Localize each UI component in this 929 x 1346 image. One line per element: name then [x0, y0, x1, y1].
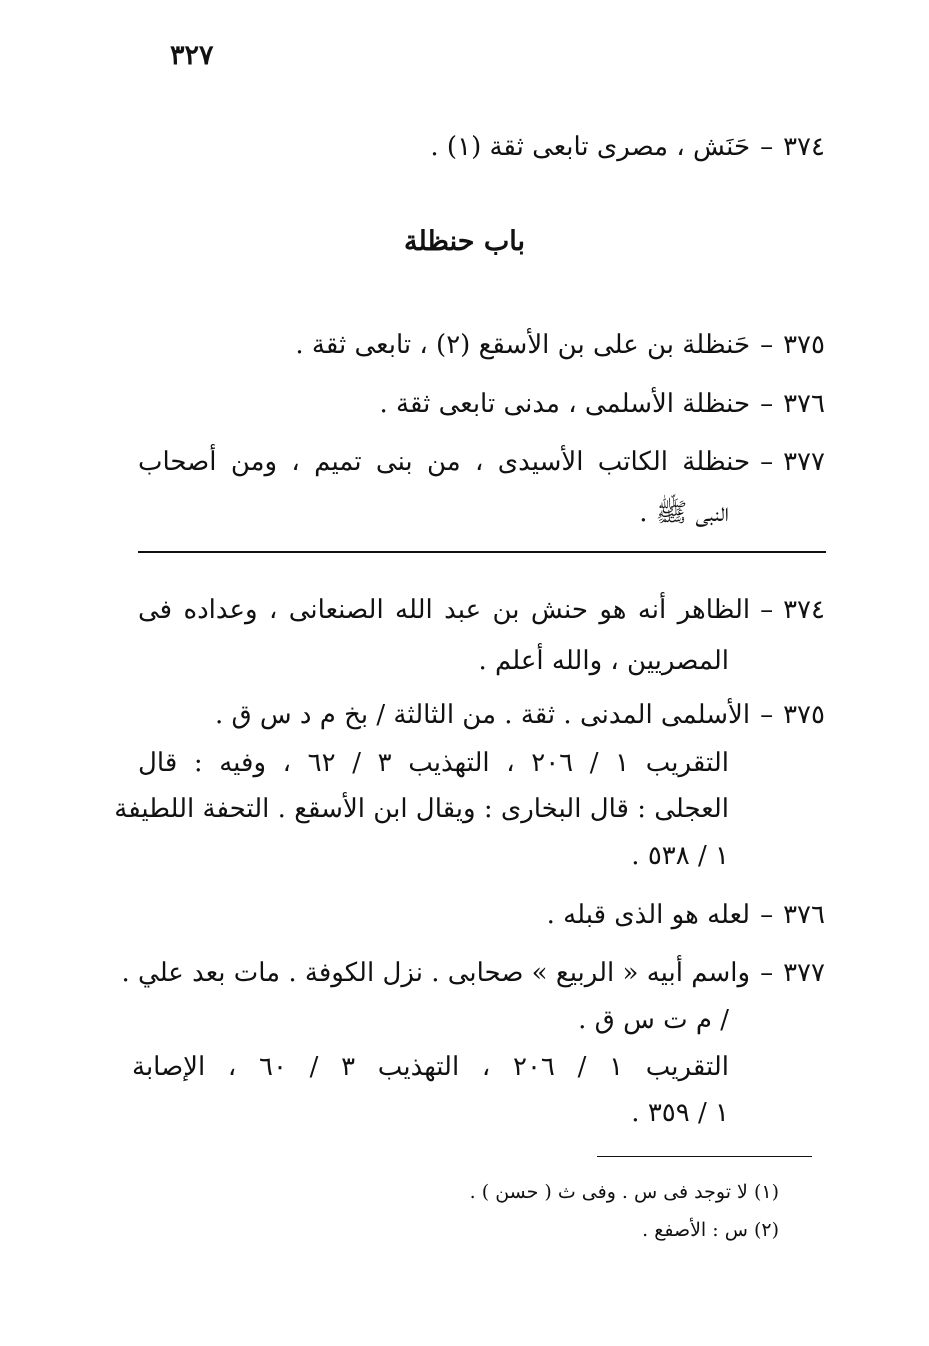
entry-text: حَنظلة بن على بن الأسقع (٢) ، تابعى ثقة .: [295, 330, 751, 360]
note-number: ٣٧٦: [783, 900, 825, 930]
entry-text: حنظلة الأسلمى ، مدنى تابعى ثقة .: [379, 389, 751, 419]
entry-377: ٣٧٧–حنظلة الكاتب الأسيدى ، من بنى تميم ، ومن أصحاب: [138, 447, 825, 477]
footnote-1: [470, 1181, 779, 1203]
note-377-line3: التقريب ١ / ٢٠٦ ، التهذيب ٣ / ٦٠ ، الإصابة: [132, 1052, 730, 1082]
note-374: ٣٧٤–الظاهر أنه هو حنش بن عبد الله الصنعانى ، وعداده فى: [138, 595, 825, 625]
note-377-line2: / م ت س ق .: [578, 1005, 729, 1035]
note-375-line3: العجلى : قال البخارى : ويقال ابن الأسقع . التحفة اللطيفة: [114, 794, 729, 824]
footnote-2: [642, 1219, 779, 1241]
note-376: ٣٧٦–لعله هو الذى قبله .: [546, 900, 825, 930]
entry-number: ٣٧٤: [783, 132, 825, 162]
entry-number: ٣٧٥: [783, 330, 825, 360]
entry-374: ٣٧٤–حَنَش ، مصرى تابعى ثقة (١) .: [430, 132, 825, 162]
entry-text-line1: حنظلة الكاتب الأسيدى ، من بنى تميم ، ومن أصحاب: [138, 447, 751, 477]
note-text-line1: الأسلمى المدنى . ثقة . من الثالثة / بخ م د س ق .: [214, 700, 751, 730]
note-text-line1: واسم أبيه « الربيع » صحابى . نزل الكوفة . مات بعد علي .: [121, 958, 751, 988]
note-text-line1: لعله هو الذى قبله .: [546, 900, 751, 930]
notes-divider: [138, 551, 826, 553]
section-heading: باب حنظلة: [404, 226, 525, 257]
entry-number: ٣٧٦: [783, 389, 825, 419]
note-375-line2: التقريب ١ / ٢٠٦ ، التهذيب ٣ / ٦٢ ، وفيه : قال: [138, 748, 730, 778]
footnote-text: لا توجد فى س . وفى ث ( حسن ) .: [469, 1181, 748, 1203]
page-number: ٣٢٧: [170, 40, 214, 71]
note-374-line2: المصريين ، والله أعلم .: [478, 646, 729, 676]
footnote-text: س : الأصفع .: [642, 1219, 748, 1241]
footnote-divider: [597, 1156, 812, 1157]
note-377-line4: ١ / ٣٥٩ .: [631, 1098, 729, 1128]
entry-text: حَنَش ، مصرى تابعى ثقة (١) .: [430, 132, 751, 162]
note-text-line1: الظاهر أنه هو حنش بن عبد الله الصنعانى ، وعداده فى: [138, 595, 751, 625]
entry-376: ٣٧٦–حنظلة الأسلمى ، مدنى تابعى ثقة .: [379, 389, 825, 419]
note-number: ٣٧٤: [783, 595, 825, 625]
note-number: ٣٧٧: [783, 958, 825, 988]
entry-number: ٣٧٧: [783, 447, 825, 477]
entry-377-line2: النبى ﷺ .: [639, 498, 729, 528]
note-375-line4: ١ / ٥٣٨ .: [631, 841, 729, 871]
footnote-mark: (٢): [753, 1219, 779, 1241]
note-number: ٣٧٥: [783, 700, 825, 730]
note-375: ٣٧٥–الأسلمى المدنى . ثقة . من الثالثة / بخ م د س ق .: [214, 700, 825, 730]
note-377: ٣٧٧–واسم أبيه « الربيع » صحابى . نزل الكوفة . مات بعد علي .: [121, 958, 825, 988]
entry-375: ٣٧٥–حَنظلة بن على بن الأسقع (٢) ، تابعى ثقة .: [295, 330, 825, 360]
footnote-mark: (١): [753, 1181, 779, 1203]
